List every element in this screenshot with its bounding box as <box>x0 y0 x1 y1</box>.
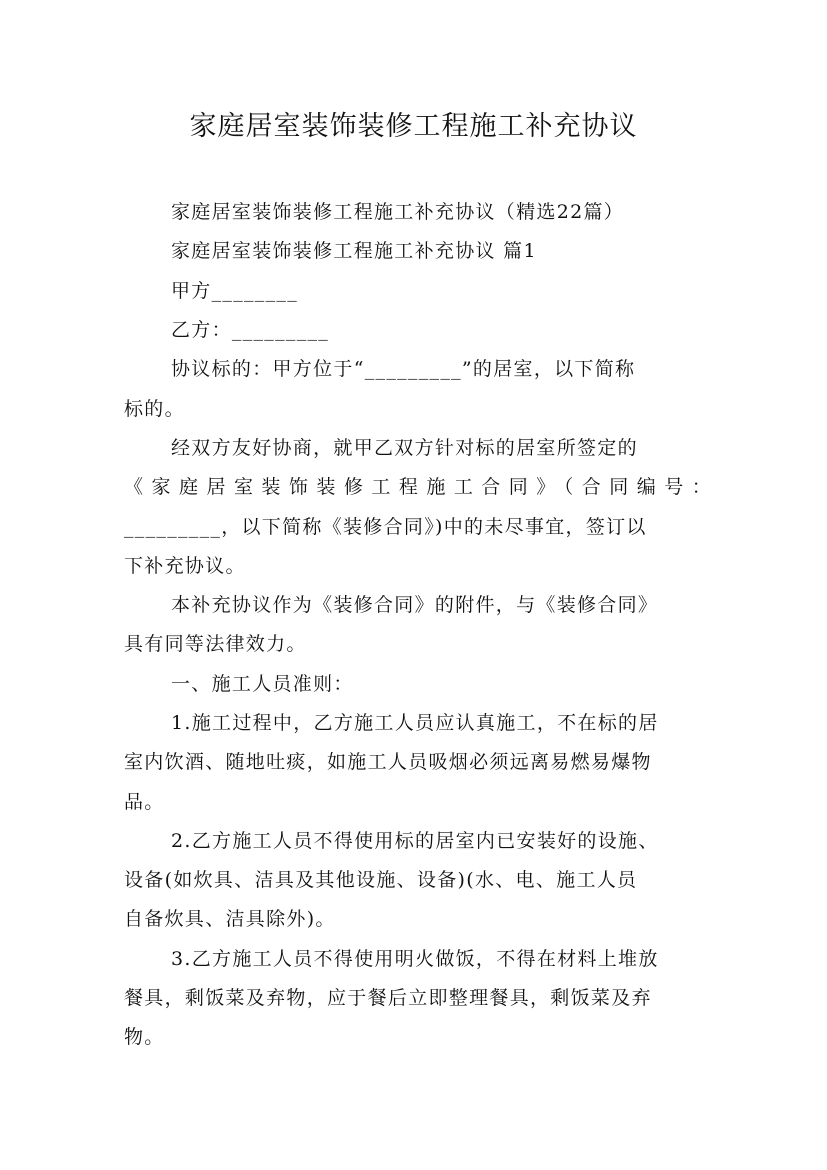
party-a-line: 甲方________ <box>171 280 298 302</box>
paragraph-line: 下补充协议。 <box>124 555 246 577</box>
paragraph-line: 标的。 <box>124 398 185 420</box>
paragraph-line: 协议标的：甲方位于“_________”的居室，以下简称 <box>171 358 636 380</box>
party-b-line: 乙方：_________ <box>171 319 330 341</box>
section-heading: 一、施工人员准则： <box>171 673 354 695</box>
paragraph-line: 《家庭居室装饰装修工程施工合同》（合同编号： <box>124 476 712 498</box>
paragraph-line: 室内饮酒、随地吐痰，如施工人员吸烟必须远离易燃易爆物 <box>124 751 652 773</box>
paragraph-line: 品。 <box>124 791 165 813</box>
paragraph-line: 经双方友好协商，就甲乙双方针对标的居室所签定的 <box>171 437 638 459</box>
subtitle-line: 家庭居室装饰装修工程施工补充协议（精选22篇） <box>171 201 625 223</box>
paragraph-line: 2.乙方施工人员不得使用标的居室内已安装好的设施、 <box>171 830 659 852</box>
paragraph-line: 自备炊具、洁具除外)。 <box>124 908 336 930</box>
paragraph-line: 餐具，剩饭菜及弃物，应于餐后立即整理餐具，剩饭菜及弃 <box>124 987 652 1009</box>
document-title: 家庭居室装饰装修工程施工补充协议 <box>189 111 638 142</box>
paragraph-line: 1.施工过程中，乙方施工人员应认真施工，不在标的居 <box>171 712 659 734</box>
paragraph-line: 本补充协议作为《装修合同》的附件，与《装修合同》 <box>171 594 659 616</box>
paragraph-line: 物。 <box>124 1026 165 1048</box>
section-heading: 家庭居室装饰装修工程施工补充协议 篇1 <box>171 240 537 262</box>
paragraph-line: 具有同等法律效力。 <box>124 633 307 655</box>
paragraph-line: 3.乙方施工人员不得使用明火做饭，不得在材料上堆放 <box>171 948 659 970</box>
paragraph-line: 设备(如炊具、洁具及其他设施、设备)(水、电、施工人员 <box>124 869 638 891</box>
paragraph-line: _________，以下简称《装修合同》)中的未尽事宜，签订以 <box>124 516 647 538</box>
